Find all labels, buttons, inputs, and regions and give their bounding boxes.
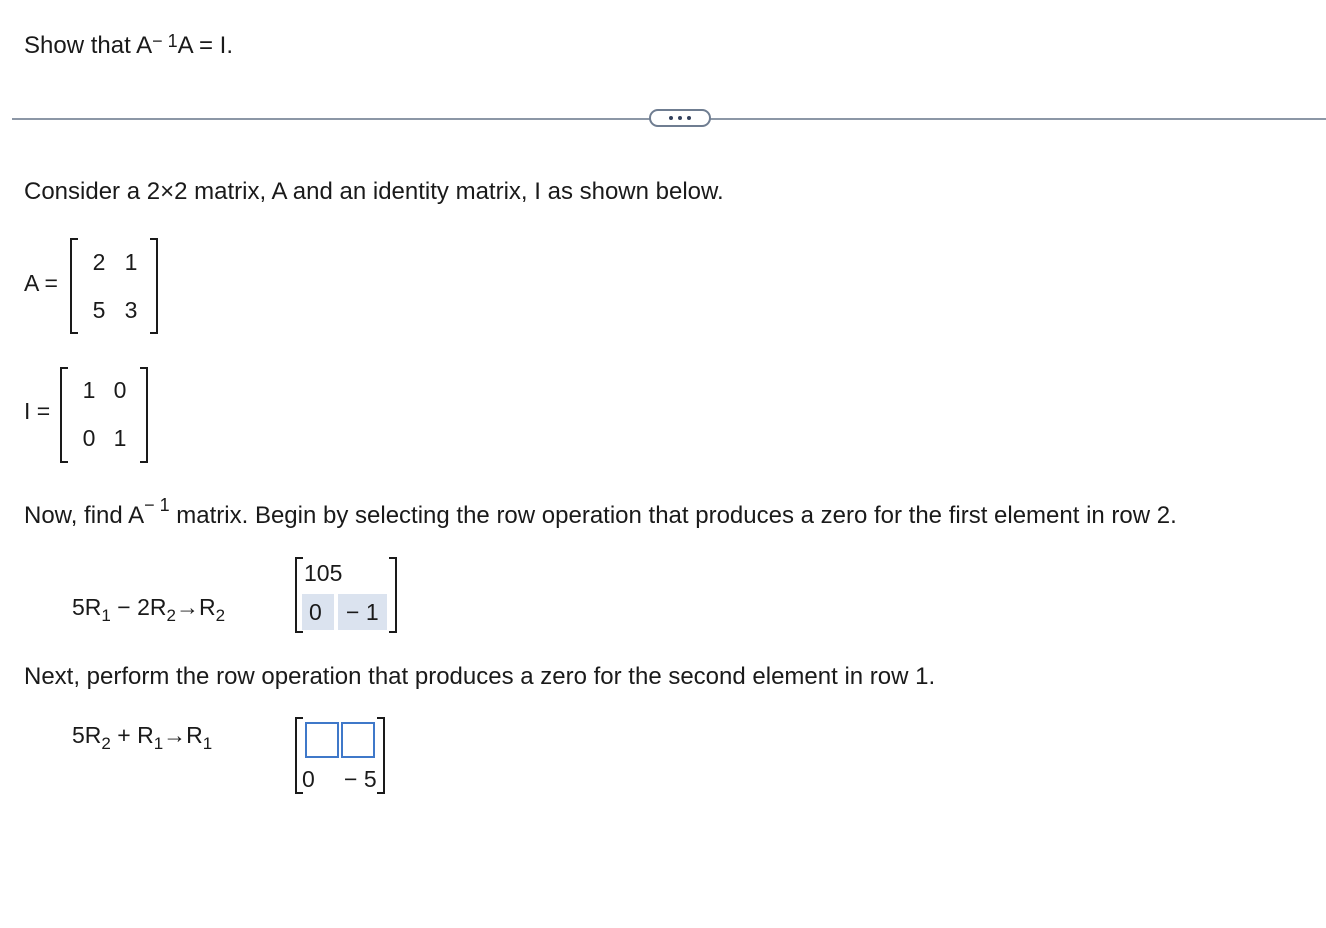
step2-row-operation [72,722,213,753]
answer-r1c2-input[interactable] [341,722,375,758]
result2-r2c2: − 5 [344,766,377,792]
step2-instruction: Next, perform the row operation that produces a zero for the second element in row 1. [24,663,936,690]
question-prefix: Show that A [24,32,153,59]
op-term: →R [175,594,216,620]
result2-r2c1: 0 [302,766,315,792]
result1-r2c2: − 1 [346,599,379,625]
op-term: − 2R [110,594,167,620]
step1-row-operation [72,594,226,625]
step1-text-suffix: matrix. Begin by selecting the row operation that produces a zero for the first element in row 2. [176,502,1177,529]
op-subscript: 1 [153,734,164,753]
op-subscript: 1 [202,734,213,753]
dot-icon [687,116,691,120]
show-more-button[interactable] [649,109,711,127]
inverse-exponent: − 1 [144,495,170,515]
matrix-a-cell: 3 [124,297,138,323]
matrix-a-right-bracket [150,238,158,334]
op-term: 5R [72,722,102,748]
inverse-exponent: − 1 [152,31,178,51]
intro-text: Consider a 2×2 matrix, A and an identity matrix, I as shown below. [24,178,724,205]
question-text [24,32,233,60]
matrix-a-label: A = [24,270,58,296]
result1-right-bracket [389,557,397,633]
matrix-a-left-bracket [70,238,78,334]
op-subscript: 1 [101,606,111,625]
matrix-i-label: I = [24,398,51,424]
result2-right-bracket [377,717,385,794]
result1-r2c1: 0 [309,599,322,625]
matrix-i-cell: 0 [113,377,127,403]
dot-icon [678,116,682,120]
step1-instruction [24,495,1177,530]
matrix-i-cell: 1 [82,377,96,403]
step1-text-prefix: Now, find A [24,502,145,529]
question-suffix: A = I. [177,32,233,59]
op-subscript: 2 [215,606,226,625]
matrix-i-cell: 0 [82,425,96,451]
answer-r1c1-input[interactable] [305,722,339,758]
matrix-a-cell: 2 [92,249,106,275]
op-term: + R [110,722,154,748]
op-term: 5R [72,594,102,620]
dot-icon [669,116,673,120]
op-term: →R [163,722,203,748]
result1-row1: 105 [304,560,343,586]
op-subscript: 2 [166,606,176,625]
matrix-a-cell: 5 [92,297,106,323]
matrix-i-cell: 1 [113,425,127,451]
matrix-a-cell: 1 [124,249,138,275]
matrix-i-left-bracket [60,367,68,463]
matrix-i-right-bracket [140,367,148,463]
op-subscript: 2 [101,734,111,753]
